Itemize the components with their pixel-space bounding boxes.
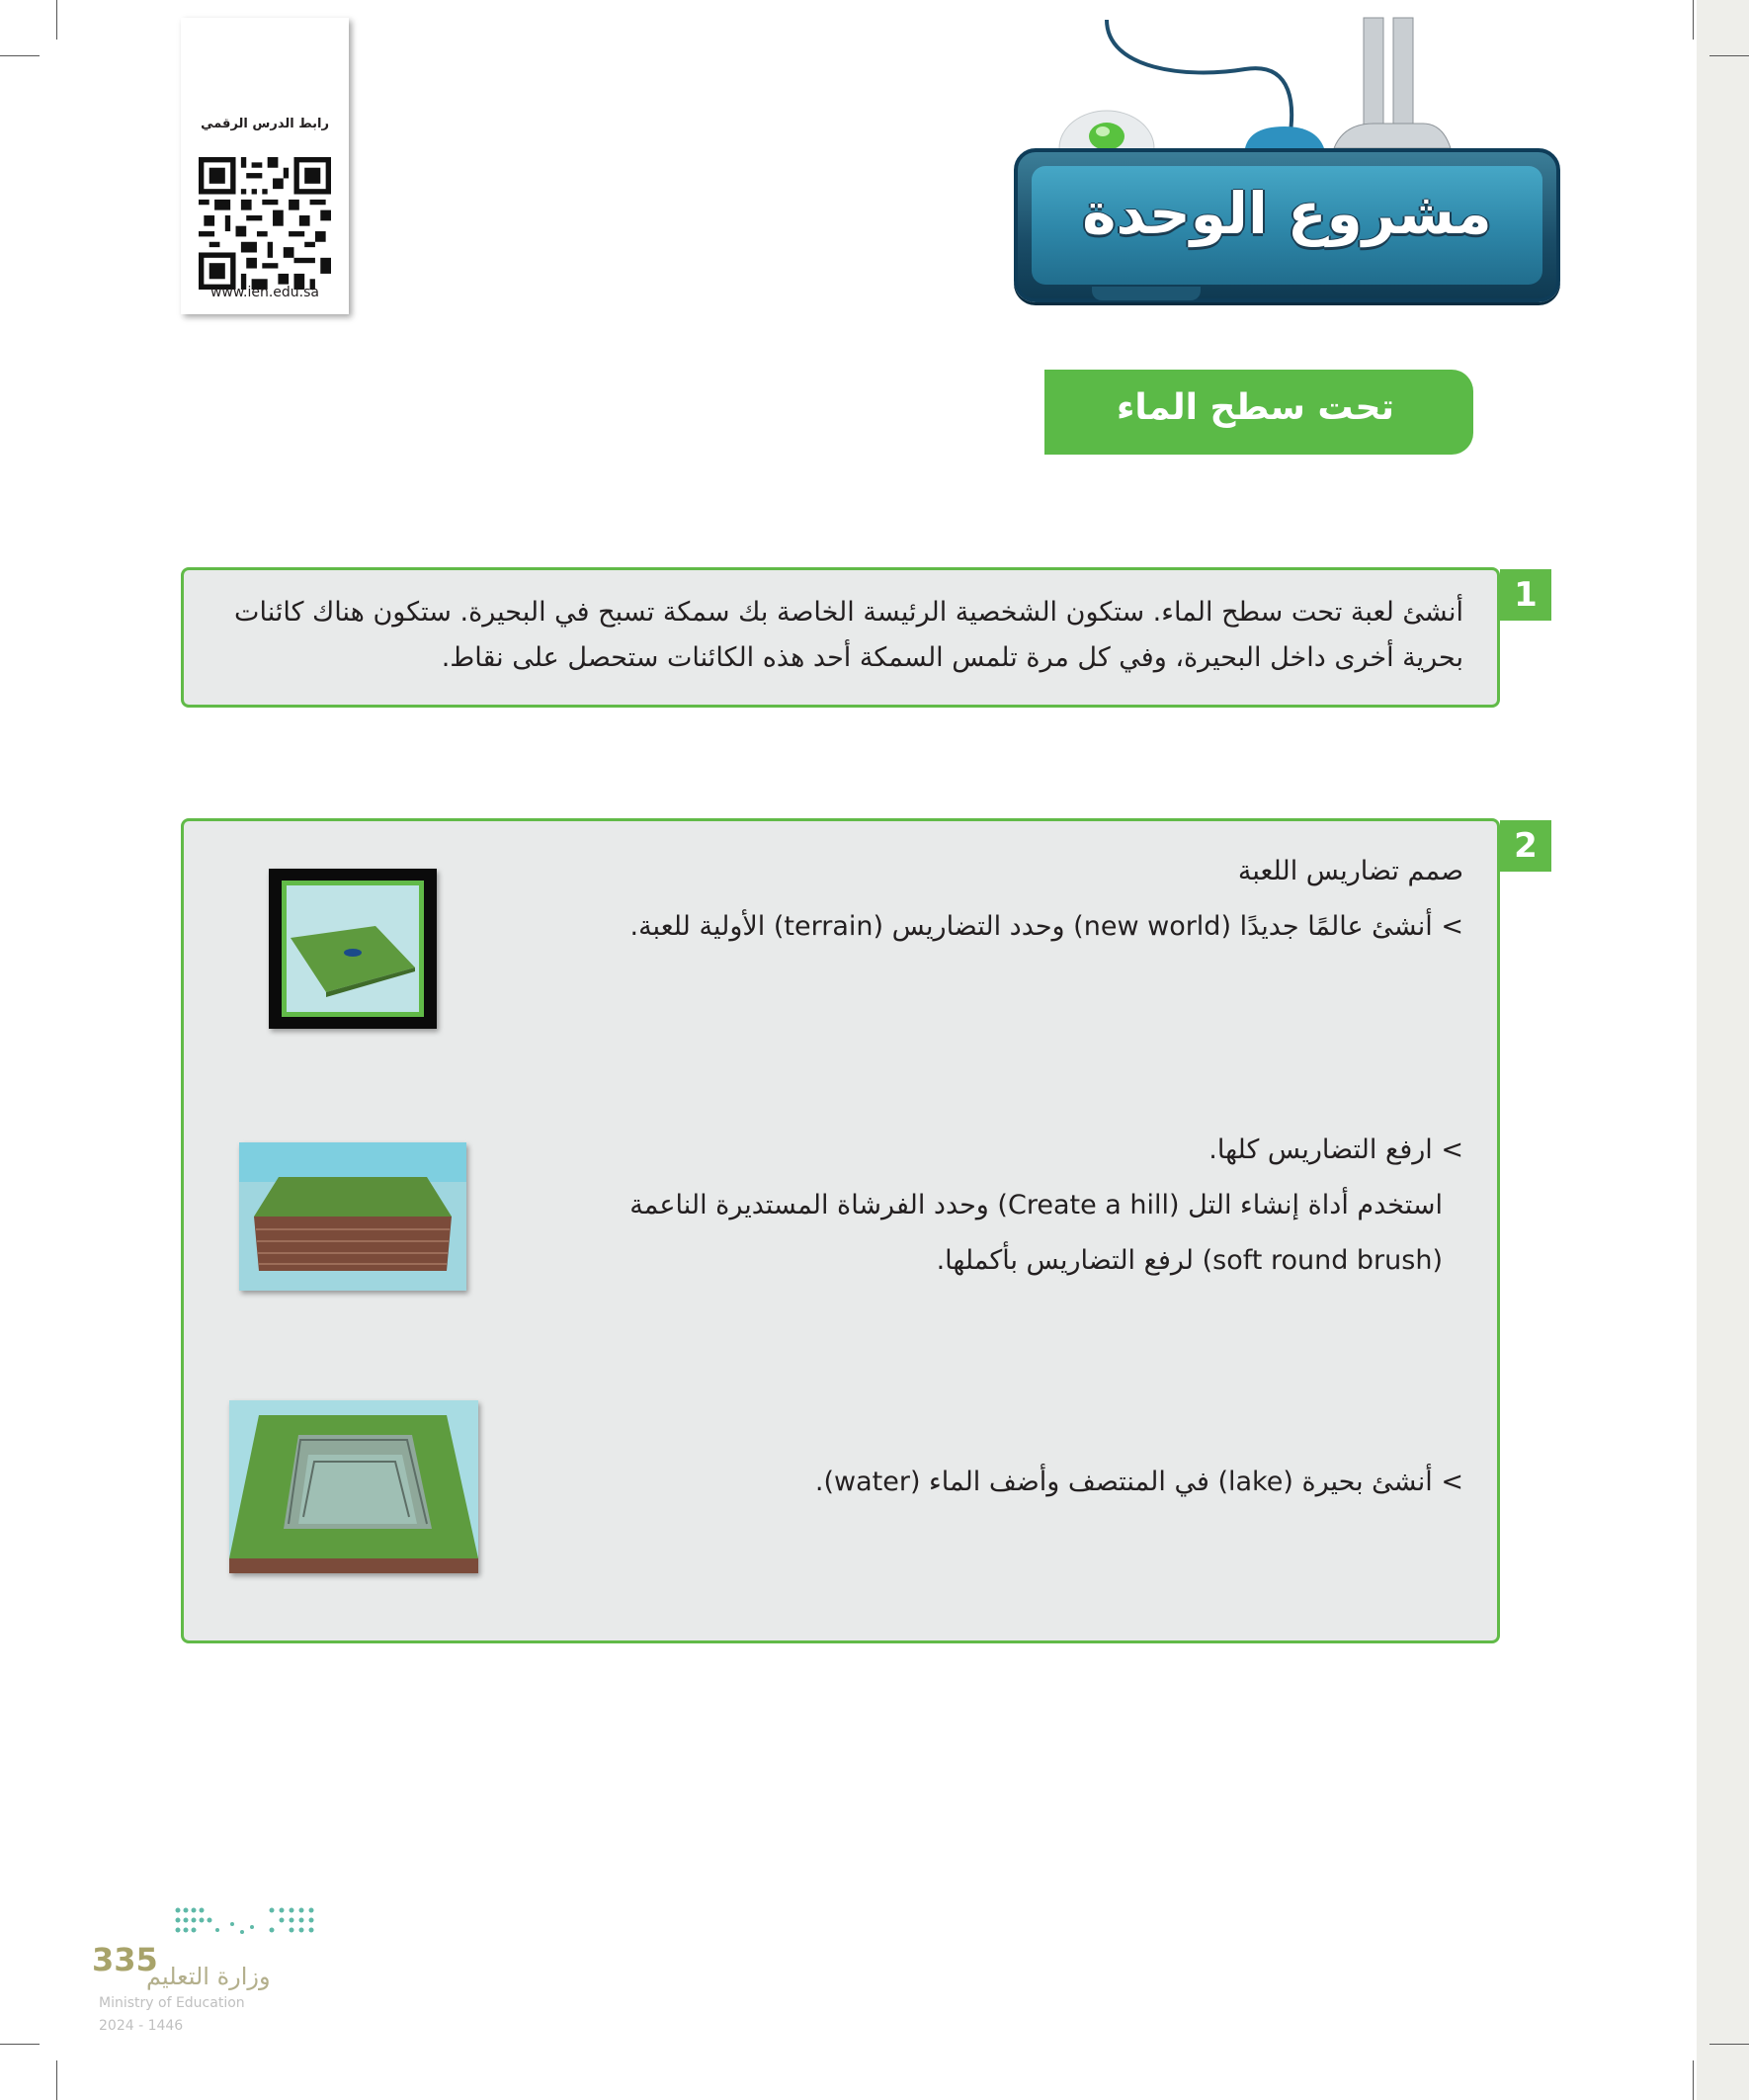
crop-mark xyxy=(0,2044,40,2045)
step-1-line-2: بحرية أخرى داخل البحيرة، وفي كل مرة تلمس السمكة أحد هذه الكائنات ستحصل على نقاط. xyxy=(441,642,1463,673)
section-title-bar xyxy=(1044,370,1473,455)
step-2-item-2-line-3: (soft round brush) لرفع التضاريس بأكملها. xyxy=(936,1245,1443,1276)
unit-title: مشروع الوحدة xyxy=(1082,180,1492,247)
step-1-text xyxy=(199,590,1463,681)
page-number: 335 xyxy=(92,1941,158,1978)
crop-mark xyxy=(1693,0,1694,40)
crop-mark xyxy=(1693,2060,1694,2100)
terrain-raised-image xyxy=(239,1142,466,1291)
step-1-number: 1 xyxy=(1500,569,1551,621)
step-2-number: 2 xyxy=(1500,820,1551,872)
step-2-box xyxy=(181,818,1500,1643)
crop-mark xyxy=(1709,2044,1749,2045)
terrain-lake-image xyxy=(229,1400,478,1573)
crop-mark xyxy=(56,0,57,40)
step-1-line-1: أنشئ لعبة تحت سطح الماء. ستكون الشخصية الرئيسة الخاصة بك سمكة تسبح في البحيرة. ستكون هناك كائنات xyxy=(234,597,1463,628)
unit-banner xyxy=(1014,148,1560,302)
ministry-name-en: Ministry of Education xyxy=(99,1995,245,2011)
crop-mark xyxy=(0,55,40,56)
section-title: تحت سطح الماء xyxy=(1117,387,1394,428)
footer-year: 2024 - 1446 xyxy=(99,2018,184,2034)
crop-mark xyxy=(1709,55,1749,56)
ministry-name-ar: وزارة التعليم xyxy=(146,1963,271,1990)
qr-code-icon xyxy=(199,149,331,297)
page-side-band xyxy=(1697,0,1749,2100)
qr-label: رابط الدرس الرقمي xyxy=(201,117,329,131)
step-1-box xyxy=(181,567,1500,708)
qr-url[interactable]: www.ien.edu.sa xyxy=(209,285,320,300)
step-2-item-3: > أنشئ بحيرة (lake) في المنتصف وأضف الماء (water). xyxy=(814,1467,1463,1497)
step-2-heading: صمم تضاريس اللعبة xyxy=(1237,856,1463,886)
step-2-item-2-line-2: استخدم أداة إنشاء التل (Create a hill) وحدد الفرشاة المستديرة الناعمة xyxy=(629,1190,1443,1220)
banner-machine-decoration xyxy=(1047,0,1462,158)
qr-card[interactable] xyxy=(181,18,349,314)
terrain-flat-image xyxy=(269,869,437,1029)
banner-foot xyxy=(1092,287,1201,300)
ministry-logo-dots-icon xyxy=(173,1902,321,1947)
crop-mark xyxy=(56,2060,57,2100)
step-2-item-1: > أنشئ عالمًا جديدًا (new world) وحدد التضاريس (terrain) الأولية للعبة. xyxy=(629,911,1463,942)
step-2-item-2: > ارفع التضاريس كلها. xyxy=(1208,1134,1463,1165)
